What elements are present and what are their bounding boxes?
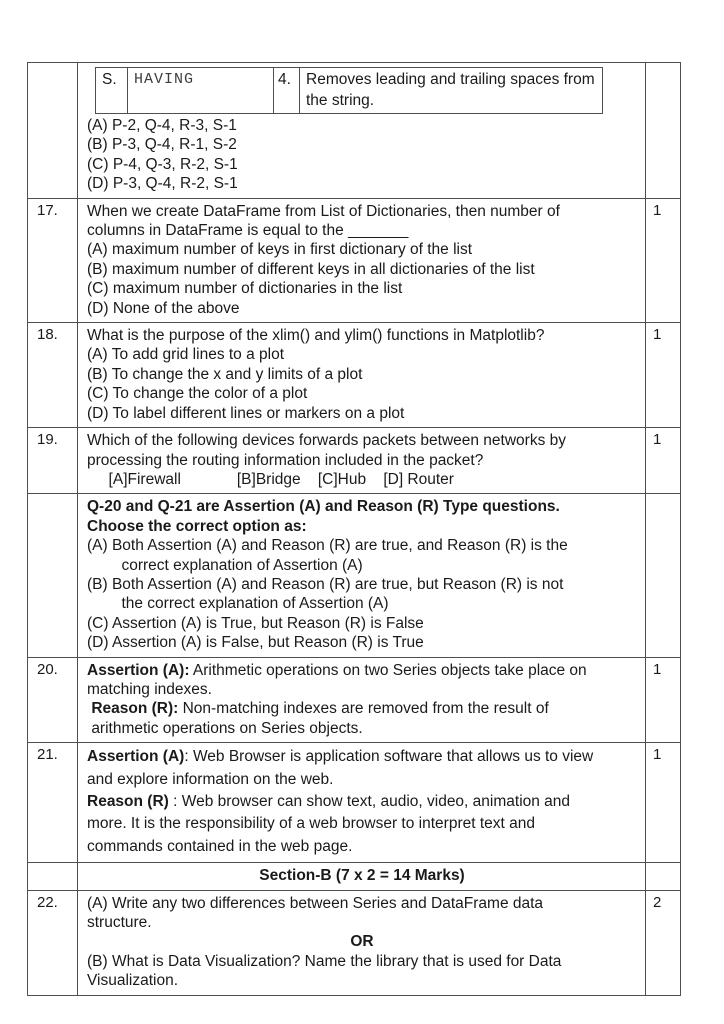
text-segment: Non-matching indexes are removed from the result of	[178, 700, 549, 718]
text-line	[87, 556, 637, 575]
bold-text-segment: Reason (R)	[87, 793, 169, 810]
match-table	[95, 67, 603, 114]
question-row	[28, 742, 680, 862]
question-row	[28, 427, 680, 493]
text-line	[87, 699, 637, 718]
text-line	[87, 866, 637, 885]
question-number-cell: 18.	[28, 323, 78, 427]
text-segment: (C) Assertion (A) is True, but Reason (R) is False	[87, 614, 424, 632]
bold-text-segment: Q-20 and Q-21 are Assertion (A) and Reason (R) Type questions.	[87, 498, 560, 516]
text-segment: (A) P-2, Q-4, R-3, S-1	[87, 117, 237, 134]
text-segment: (B) What is Data Visualization? Name the library that is used for Data	[87, 952, 562, 970]
text-line	[87, 345, 637, 364]
bold-text-segment: Assertion (A)	[87, 748, 185, 766]
question-content-cell	[78, 323, 646, 427]
marks-cell: 1	[653, 326, 662, 344]
text-segment: (D) None of the above	[87, 299, 240, 317]
text-segment: Which of the following devices forwards packets between networks by	[87, 432, 567, 450]
text-segment: Visualization.	[87, 972, 179, 990]
exam-table	[27, 62, 681, 996]
text-segment: matching indexes.	[87, 680, 212, 698]
question-row	[28, 63, 680, 198]
text-segment: (C) To change the color of a plot	[87, 385, 308, 403]
text-line	[87, 451, 637, 470]
text-segment: [A]Firewall [B]Bridge [C]Hub [D] Router	[87, 470, 454, 488]
text-segment: Arithmetic operations on two Series objects take place on	[189, 661, 587, 679]
text-line	[87, 279, 637, 298]
text-segment: (B) Both Assertion (A) and Reason (R) are true, but Reason (R) is not	[87, 575, 564, 593]
bold-text-segment: Assertion (A):	[87, 661, 190, 679]
text-line	[87, 791, 637, 813]
text-line	[87, 813, 637, 835]
text-segment: : Web Browser is application software that allows us to view	[184, 748, 594, 766]
question-row	[28, 322, 680, 427]
text-segment: (A) maximum number of keys in first dictionary of the list	[87, 241, 473, 259]
question-content-cell	[78, 494, 646, 656]
question-row	[28, 198, 680, 322]
text-line	[87, 836, 637, 858]
question-content-cell	[78, 743, 646, 862]
text-line	[87, 913, 637, 932]
text-segment: correct explanation of Assertion (A)	[87, 556, 363, 574]
question-number-cell: 17.	[28, 199, 78, 322]
text-line	[87, 633, 637, 652]
question-number-cell: 22.	[28, 891, 78, 995]
text-line	[87, 299, 637, 318]
text-line	[87, 135, 637, 154]
text-segment: structure.	[87, 914, 152, 932]
question-row	[28, 862, 680, 889]
text-segment: commands contained in the web page.	[87, 837, 353, 855]
marks-cell: 1	[653, 660, 662, 678]
text-line	[87, 680, 637, 699]
match-table-cell: HAVING	[128, 68, 274, 113]
text-line	[87, 614, 637, 633]
question-content-cell	[78, 63, 646, 198]
question-content-cell	[78, 428, 646, 493]
text-line	[87, 517, 637, 536]
text-segment: (A) To add grid lines to a plot	[87, 346, 285, 364]
text-segment: (B) maximum number of different keys in all dictionaries of the list	[87, 260, 535, 278]
text-segment: (B) P-3, Q-4, R-1, S-2	[87, 136, 237, 154]
question-number-cell	[28, 494, 78, 656]
text-segment: and explore information on the web.	[87, 770, 334, 788]
text-segment: (A) Both Assertion (A) and Reason (R) are true, and Reason (R) is the	[87, 537, 568, 555]
text-segment: arithmetic operations on Series objects.	[87, 719, 363, 737]
marks-cell: 2	[653, 893, 662, 911]
text-segment: columns in DataFrame is equal to the _______	[87, 222, 409, 240]
text-segment: (A) Write any two differences between Series and DataFrame data	[87, 894, 544, 912]
text-line	[87, 746, 637, 768]
text-segment: (D) Assertion (A) is False, but Reason (R) is True	[87, 634, 424, 652]
text-line	[87, 497, 637, 516]
question-row	[28, 493, 680, 656]
text-line	[87, 431, 637, 450]
marks-cell	[646, 63, 680, 198]
question-content-cell	[78, 891, 646, 995]
question-number-cell	[28, 863, 78, 889]
text-line	[87, 116, 637, 135]
text-line	[87, 155, 637, 174]
text-line	[87, 240, 637, 259]
text-line	[87, 536, 637, 555]
question-content-cell	[78, 658, 646, 743]
text-line	[87, 365, 637, 384]
question-number-cell: 19.	[28, 428, 78, 493]
marks-cell: 1	[653, 201, 662, 219]
text-line	[87, 404, 637, 423]
question-row	[28, 890, 680, 995]
text-line	[87, 221, 637, 240]
text-line	[87, 661, 637, 680]
text-segment: (B) To change the x and y limits of a plot	[87, 365, 363, 383]
text-line	[87, 202, 637, 221]
text-segment: (C) P-4, Q-3, R-2, S-1	[87, 155, 238, 173]
bold-text-segment: Reason (R):	[91, 700, 179, 718]
text-line	[87, 326, 637, 345]
text-line	[87, 470, 637, 489]
marks-cell: 1	[653, 746, 662, 764]
match-table-cell: 4.	[274, 68, 300, 113]
text-segment: What is the purpose of the xlim() and ylim() functions in Matplotlib?	[87, 327, 545, 345]
text-segment: : Web browser can show text, audio, video, animation and	[168, 793, 571, 810]
bold-text-segment: Section-B (7 x 2 = 14 Marks)	[259, 867, 465, 885]
question-number-cell: 21.	[28, 743, 78, 862]
text-line	[87, 769, 637, 791]
bold-text-segment: OR	[350, 933, 374, 951]
text-line	[87, 719, 637, 738]
text-line	[87, 575, 637, 594]
question-row	[28, 657, 680, 743]
question-content-cell	[78, 199, 646, 322]
text-segment: more. It is the responsibility of a web browser to interpret text and	[87, 815, 535, 833]
marks-cell: 1	[653, 431, 662, 449]
text-line	[87, 174, 637, 193]
question-number-cell	[28, 63, 78, 198]
text-line	[87, 971, 637, 990]
text-segment: (D) P-3, Q-4, R-2, S-1	[87, 175, 238, 193]
text-line	[87, 260, 637, 279]
text-segment: When we create DataFrame from List of Dictionaries, then number of	[87, 202, 560, 220]
match-table-cell: S.	[96, 68, 128, 113]
bold-text-segment: Choose the correct option as:	[87, 517, 307, 535]
text-segment: processing the routing information included in the packet?	[87, 451, 484, 469]
match-table-cell: Removes leading and trailing spaces from the string.	[306, 71, 595, 109]
question-number-cell: 20.	[28, 658, 78, 743]
text-segment: (D) To label different lines or markers on a plot	[87, 404, 405, 422]
text-line	[87, 932, 637, 951]
marks-cell	[646, 494, 680, 656]
text-line	[87, 384, 637, 403]
text-line	[87, 894, 637, 913]
question-content-cell	[78, 863, 646, 889]
marks-cell	[646, 863, 680, 889]
text-segment: the correct explanation of Assertion (A)	[87, 595, 389, 613]
text-line	[87, 952, 637, 971]
text-line	[87, 594, 637, 613]
text-segment: (C) maximum number of dictionaries in the list	[87, 280, 403, 298]
